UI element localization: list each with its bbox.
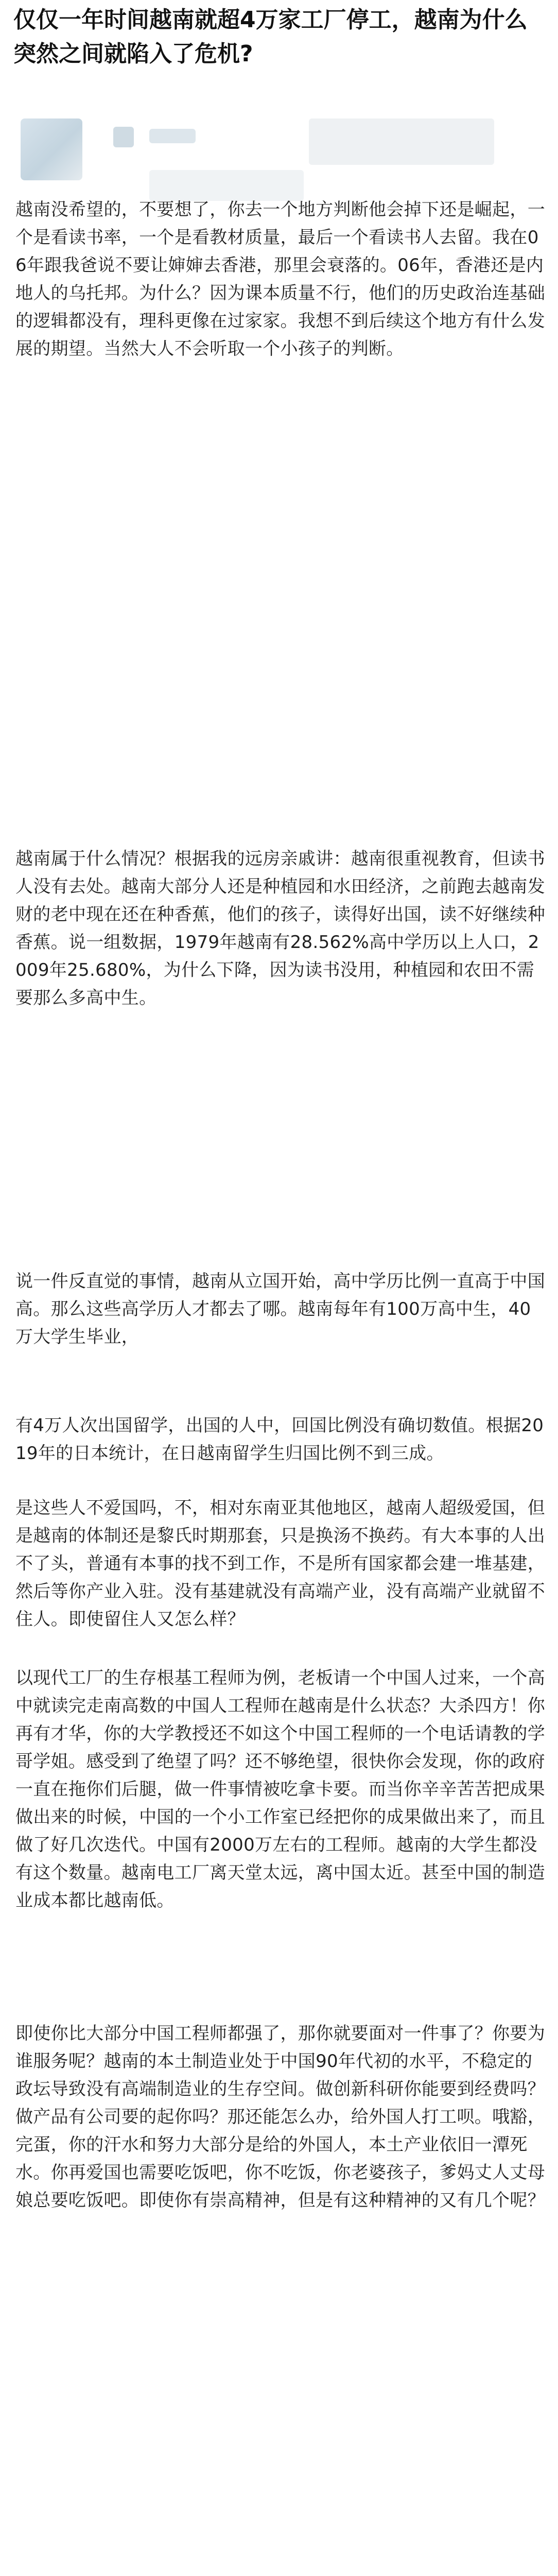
blurred-badge-icon bbox=[113, 127, 134, 147]
paragraph: 说一件反直觉的事情，越南从立国开始，高中学历比例一直高于中国高。那么这些高学历人才都去了哪。越南每年有100万高中生，40万大学生毕业， bbox=[15, 1271, 545, 1347]
blurred-username bbox=[149, 129, 196, 143]
paragraph: 以现代工厂的生存根基工程师为例，老板请一个中国人过来，一个高中就读完走南高数的中国人工程师在越南是什么状态？大杀四方！你再有才华，你的大学教授还不如这个中国工程师的一个电话请教的学哥学姐。感受到了绝望了吗？还不够绝望，很快你会发现，你的政府一直在拖你们后腿，做一件事情被吃拿卡要。而当你辛辛苦苦把成果做出来的时候，中国的一个小工作室已经把你的成果做出来了，而且做了好几次迭代。中国有2000万左右的工程师。越南的大学生都没有这个数量。越南电工厂离天堂太远，离中国太近。甚至中国的制造业成本都比越南低。 bbox=[15, 1668, 545, 1911]
article-title: 仅仅一年时间越南就超4万家工厂停工，越南为什么突然之间就陷入了危机? bbox=[13, 7, 528, 67]
blurred-meta bbox=[309, 118, 494, 165]
paragraph: 越南没希望的，不要想了，你去一个地方判断他会掉下还是崛起，一个是看读书率，一个是看教材质量，最后一个看读书人去留。我在06年跟我爸说不要让婶婶去香港，那里会衰落的。06年，香港还是内地人的乌托邦。为什么？因为课本质量不行，他们的历史政治连基础的逻辑都没有，理科更像在过家家。我想不到后续这个地方有什么发展的期望。当然大人不会听取一个小孩子的判断。 bbox=[15, 199, 545, 359]
paragraph: 越南属于什么情况？根据我的远房亲戚讲：越南很重视教育，但读书人没有去处。越南大部分人还是种植园和水田经济，之前跑去越南发财的老中现在还在种香蕉，他们的孩子，读得好出国，读不好继续种香蕉。说一组数据，1979年越南有28.562%高中学历以上人口，2009年25.680%，为什么下降，因为读书没用，种植园和农田不需要那么多高中生。 bbox=[15, 849, 545, 1008]
avatar[interactable] bbox=[21, 118, 82, 180]
paragraph: 有4万人次出国留学，出国的人中，回国比例没有确切数值。根据2019年的日本统计，在日越南留学生归国比例不到三成。 bbox=[15, 1415, 544, 1464]
paragraph: 即使你比大部分中国工程师都强了，那你就要面对一件事了？你要为谁服务呢？越南的本土制造业处于中国90年代初的水平，不稳定的政坛导致没有高端制造业的生存空间。做创新科研你能要到经费吗？做产品有公司要的起你吗？那还能怎么办，给外国人打工呗。哦豁，完蛋，你的汗水和努力大部分是给的外国人，本土产业依旧一潭死水。你再爱国也需要吃饭吧，你不吃饭，你老婆孩子，爹妈丈人丈母娘总要吃饭吧。即使你有崇高精神，但是有这种精神的又有几个呢？ bbox=[15, 2023, 545, 2211]
paragraph: 是这些人不爱国吗，不，相对东南亚其他地区，越南人超级爱国，但是越南的体制还是黎氏时期那套，只是换汤不换药。有大本事的人出不了头，普通有本事的找不到工作，不是所有国家都会建一堆基建，然后等你产业入驻。没有基建就没有高端产业，没有高端产业就留不住人。即使留住人又怎么样？ bbox=[15, 1498, 545, 1630]
